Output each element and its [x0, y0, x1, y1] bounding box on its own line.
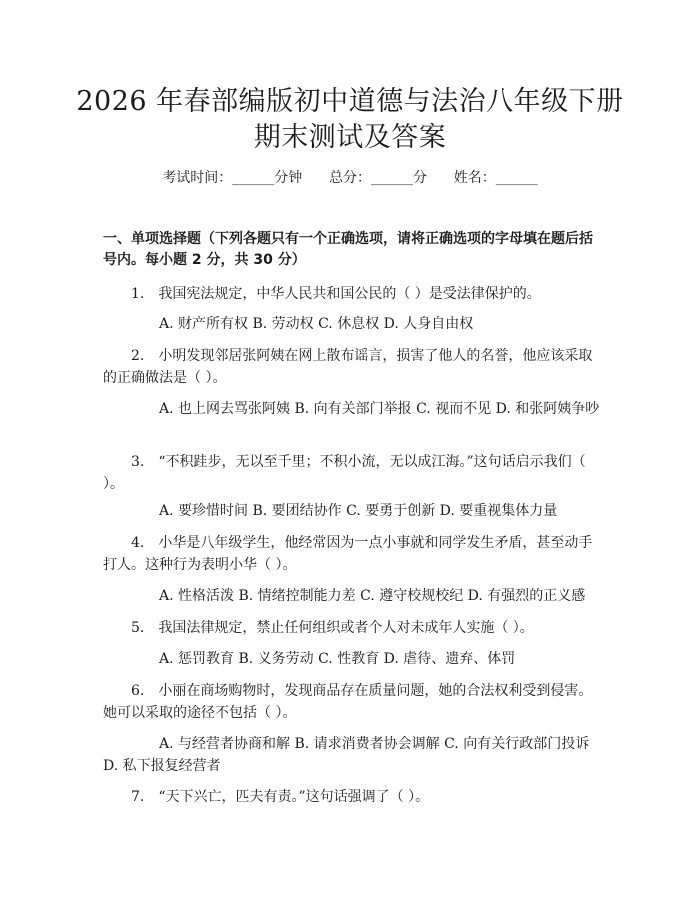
question-3-options: A. 要珍惜时间 B. 要团结协作 C. 要勇于创新 D. 要重视集体力量	[159, 503, 558, 519]
question-5-options: A. 惩罚教育 B. 义务劳动 C. 性教育 D. 虐待、遗弃、体罚	[159, 651, 516, 667]
exam-title-line-1: 2026 年春部编版初中道德与法治八年级下册	[76, 86, 624, 117]
question-4-options: A. 性格活泼 B. 情绪控制能力差 C. 遵守校规校纪 D. 有强烈的正义感	[159, 588, 586, 604]
question-6: 6. 小丽在商场购物时，发现商品存在质量问题，她的合法权利受到侵害。她可以采取的途径不包括（ ）。	[103, 683, 593, 721]
exam-title-line-2: 期末测试及答案	[253, 122, 447, 153]
exam-info-text: 考试时间：______分钟 总分：______分 姓名：______	[162, 170, 538, 186]
question-7: 7. “天下兴亡，匹夫有责。”这句话强调了（ ）。	[131, 789, 430, 805]
question-5: 5. 我国法律规定，禁止任何组织或者个人对未成年人实施（ ）。	[131, 620, 534, 636]
question-1-options: A. 财产所有权 B. 劳动权 C. 休息权 D. 人身自由权	[159, 316, 474, 332]
question-3: 3. “不积跬步，无以至千里；不积小流，无以成江海。”这句话启示我们（ ）。	[103, 454, 586, 492]
question-1: 1. 我国宪法规定，中华人民共和国公民的（ ）是受法律保护的。	[131, 286, 541, 302]
question-2: 2. 小明发现邻居张阿姨在网上散布谣言，损害了他人的名誉，他应该采取的正确做法是（ ）。	[103, 348, 593, 386]
exam-info-line	[0, 168, 700, 188]
section-heading-single-choice: 一、单项选择题（下列各题只有一个正确选项，请将正确选项的字母填在题后括号内。每小题 2 分，共 30 分）	[103, 231, 593, 268]
question-4: 4. 小华是八年级学生，他经常因为一点小事就和同学发生矛盾，甚至动手打人。这种行为表明小华（ ）。	[103, 535, 593, 573]
question-2-options: A. 也上网去骂张阿姨 B. 向有关部门举报 C. 视而不见 D. 和张阿姨争吵	[159, 401, 600, 417]
question-6-options: A. 与经营者协商和解 B. 请求消费者协会调解 C. 向有关行政部门投诉 D. 私下报复经营者	[103, 736, 590, 774]
